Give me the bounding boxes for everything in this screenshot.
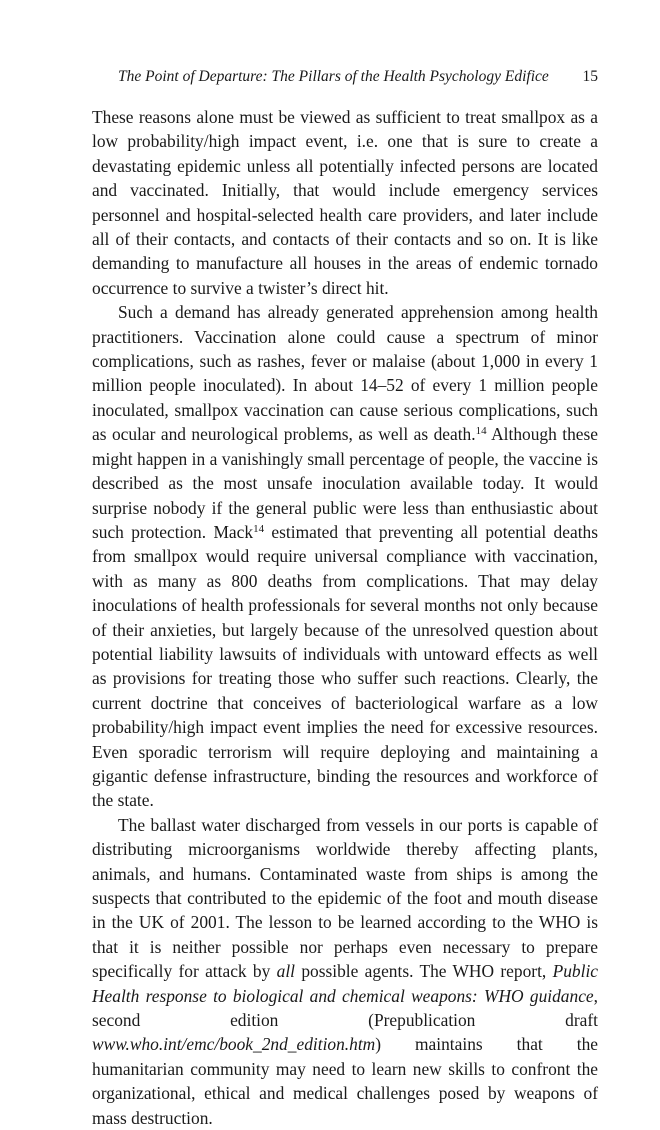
paragraph-2-text-1: Such a demand has already generated apprehension among health practitioners. Vaccination alone could cause a spectrum of minor complications, such as rashes, fever or malaise (about 1,000 in every 1 million people inoculated). In about 14–52 of every 1 million people inoculated, smallpox vaccination can cause serious complications, such as ocular and neurological problems, as well as death.: [92, 302, 598, 445]
paragraph-1: These reasons alone must be viewed as sufficient to treat smallpox as a low probability/high impact event, i.e. one that is sure to create a devastating epidemic unless all potentially infected persons are located and vaccinated. Initially, that would include emergency services personnel and hospital-selected health care providers, and later include all of their contacts, and contacts of their contacts and so on. It is like demanding to manufacture all houses in the areas of endemic tornado occurrence to survive a twister’s direct hit.: [92, 107, 598, 298]
paragraph-3-text-2: possible agents. The WHO report,: [295, 961, 553, 982]
body-text: [92, 105, 598, 1130]
paragraph-3: [92, 813, 598, 1130]
paragraph-2-text-3: estimated that preventing all potential deaths from smallpox would require universal compliance with vaccination, with as many as 800 deaths from complications. That may delay inoculations of health professionals for several months not only because of their anxieties, but largely because of the unresolved question about potential liability lawsuits of individuals with untoward effects as well as provisions for treating those who suffer such reactions. Clearly, the current doctrine that conceives of bacteriological warfare as a low probability/high impact event implies the need for excessive resources. Even sporadic terrorism will require deploying and maintaining a gigantic defense infrastructure, binding the resources and workforce of the state.: [92, 521, 598, 811]
running-title: The Point of Departure: The Pillars of the Health Psychology Edifice: [118, 68, 549, 85]
footnote-reference: 14: [475, 425, 487, 438]
footnote-reference: 14: [253, 522, 265, 535]
paragraph-2: [92, 300, 598, 813]
paragraph-3-text-1: The ballast water discharged from vessels in our ports is capable of distributing microorganisms worldwide thereby affecting plants, animals, and humans. Contaminated waste from ships is among the suspects that contributed to the epidemic of the foot and mouth disease in the UK of 2001. The lesson to be learned according to the WHO is that it is neither possible nor perhaps even necessary to prepare specifically for attack by: [92, 814, 598, 982]
paragraph-3-text-4: ) maintains that the humanitarian community may need to learn new skills to confront the organizational, ethical and medical challenges posed by weapons of mass destruction.: [92, 1034, 598, 1128]
running-head: [92, 68, 598, 92]
paragraph-3-text-3: , second edition (Prepublication draft: [92, 985, 598, 1031]
book-page: [92, 68, 598, 1130]
report-url: www.who.int/emc/book_2nd_edition.htm: [92, 1034, 376, 1055]
report-title: Public Health response to biological and chemical weapons: WHO guidance: [92, 961, 598, 1006]
paragraph-2-text-2: Although these might happen in a vanishingly small percentage of people, the vaccine is described as the most unsafe inoculation available today. It would surprise nobody if the general public were less than enthusiastic about such protection. Mack: [92, 424, 598, 542]
page-number: 15: [582, 68, 598, 85]
emphasis-all: all: [276, 961, 296, 982]
